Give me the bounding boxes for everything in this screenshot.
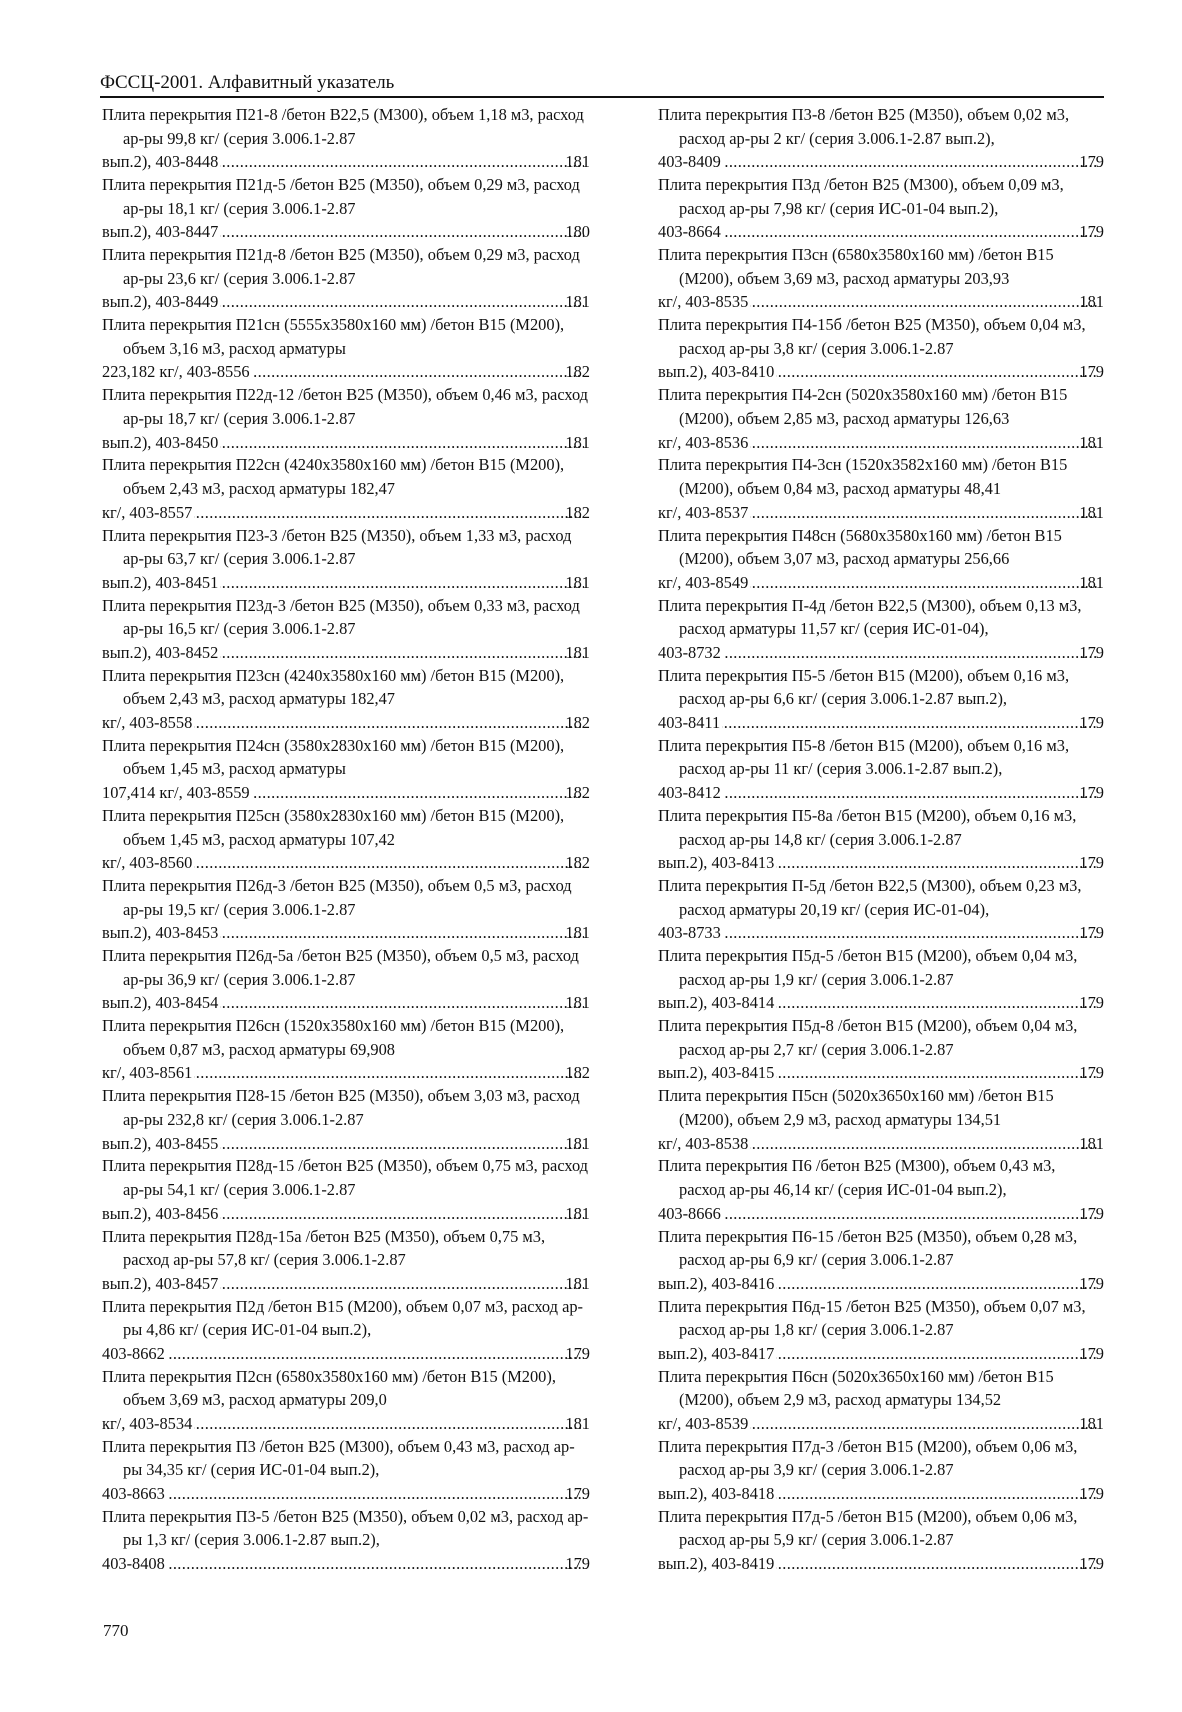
index-entry (658, 664, 1104, 735)
entry-text-line: м3, расход ар-ры 6,6 кг/ (серия 3.006.1-2.87 вып.2), (679, 665, 1070, 709)
entry-text-line: В15 (М200), объем 2,9 м3, расход арматуры 134,51 (679, 1086, 1054, 1129)
dot-leader (220, 991, 584, 1015)
entry-page-ref: 179 (1079, 1063, 1104, 1083)
entry-last-line (102, 360, 590, 384)
entry-text-line: Плита перекрытия П28д-15а /бетон В25 (М350), объем (102, 1226, 486, 1246)
entry-text-line: вып.2), 403-8448 (102, 152, 219, 172)
entry-last-line (102, 571, 590, 595)
index-column-left (102, 103, 590, 1575)
entry-text-line: Плита перекрытия П28-15 /бетон В25 (М350), объем (102, 1086, 470, 1106)
dot-leader (220, 1272, 584, 1296)
entry-last-line (102, 290, 590, 314)
dot-leader (750, 1412, 1098, 1436)
entry-text-line: Плита перекрытия П26д-3 /бетон В25 (М350), объем (102, 876, 471, 896)
page-number: 770 (103, 1621, 129, 1640)
entry-text-line: 0,5 м3, расход ар-ры 19,5 кг/ (серия 3.006.1-2.87 (123, 876, 572, 919)
entry-page-ref: 181 (565, 1413, 590, 1433)
entry-text-line: 0,07 м3, расход ар-ры 1,8 кг/ (серия 3.006.1-2.87 (679, 1296, 1086, 1340)
index-entry (658, 524, 1104, 595)
entry-text-line: В15 (М200), объем 3,07 м3, расход арматуры 256,66 (679, 525, 1062, 569)
index-entry (658, 1435, 1104, 1506)
dot-leader (220, 921, 584, 945)
entry-text-line: 0,33 м3, расход ар-ры 16,5 кг/ (серия 3.006.1-2.87 (123, 595, 580, 639)
entry-page-ref: 179 (1079, 642, 1104, 662)
entry-page-ref: 180 (565, 222, 590, 242)
entry-text-line: Плита перекрытия П2сн (6580x3580x160 мм) /бетон (102, 1366, 467, 1386)
entry-text-line: кг/, 403-8534 (102, 1413, 193, 1433)
index-entry (658, 383, 1104, 454)
entry-text-line: вып.2), 403-8455 (102, 1133, 219, 1153)
entry-last-line (658, 150, 1104, 174)
entry-text-line: Плита перекрытия П4-3сн (1520x3582x160 мм) /бетон (658, 455, 1036, 475)
entry-last-line (658, 711, 1104, 735)
dot-leader (750, 431, 1098, 455)
entry-page-ref: 181 (565, 292, 590, 312)
entry-text-line: Плита перекрытия П3-5 /бетон В25 (М350), объем 0,02 (102, 1506, 487, 1526)
dot-leader (776, 1061, 1098, 1085)
entry-text-line: 223,182 кг/, 403-8556 (102, 362, 250, 382)
index-entry (658, 1225, 1104, 1296)
entry-text-line: Плита перекрытия П2д /бетон В15 (М200), объем 0,07 (102, 1296, 481, 1316)
entry-page-ref: 179 (1079, 362, 1104, 382)
index-entry (102, 1295, 590, 1366)
entry-last-line (102, 220, 590, 244)
index-entry (102, 1154, 590, 1225)
index-entry (102, 173, 590, 244)
entry-text-line: вып.2), 403-8453 (102, 923, 219, 943)
entry-page-ref: 182 (565, 712, 590, 732)
index-entry (658, 313, 1104, 384)
entry-page-ref: 182 (565, 783, 590, 803)
index-entry (102, 383, 590, 454)
entry-page-ref: 181 (565, 642, 590, 662)
entry-page-ref: 182 (565, 502, 590, 522)
entry-text-line: Плита перекрытия П5сн (5020x3650x160 мм) /бетон (658, 1086, 1023, 1106)
entry-last-line (102, 921, 590, 945)
entry-page-ref: 181 (565, 572, 590, 592)
dot-leader (167, 1552, 585, 1576)
entry-text-line: вып.2), 403-8410 (658, 362, 775, 382)
index-entry (658, 804, 1104, 875)
entry-text-line: 0,23 м3, расход арматуры 20,19 кг/ (серия ИС-01-04), (679, 876, 1082, 919)
entry-page-ref: 181 (1079, 1133, 1104, 1153)
entry-text-line: вып.2), 403-8456 (102, 1203, 219, 1223)
entry-text-line: 0,04 м3, расход ар-ры 1,9 кг/ (серия 3.006.1-2.87 (679, 946, 1078, 989)
index-entry (102, 313, 590, 384)
entry-page-ref: 179 (1079, 853, 1104, 873)
index-entry (658, 944, 1104, 1015)
entry-last-line (658, 1202, 1104, 1226)
entry-text-line: Плита перекрытия П21д-8 /бетон В25 (М350), объем (102, 245, 471, 265)
entry-text-line: Плита перекрытия П-4д /бетон В22,5 (М300), объем (658, 595, 1022, 615)
entry-last-line (102, 1132, 590, 1156)
entry-text-line: 3,03 м3, расход ар-ры 232,8 кг/ (серия 3.006.1-2.87 (123, 1086, 580, 1129)
entry-text-line: В15 (М200), объем 2,85 м3, расход арматуры 126,63 (679, 385, 1068, 428)
entry-last-line (102, 1482, 590, 1506)
entry-text-line: Плита перекрытия П5д-8 /бетон В15 (М200), объем (658, 1016, 1018, 1036)
entry-text-line: вып.2), 403-8419 (658, 1554, 775, 1574)
entry-text-line: Плита перекрытия П-5д /бетон В22,5 (М300), объем (658, 876, 1022, 896)
entry-text-line: кг/, 403-8561 (102, 1063, 193, 1083)
entry-text-line: Плита перекрытия П22д-12 /бетон В25 (М350), объем (102, 385, 479, 405)
entry-page-ref: 179 (1079, 1203, 1104, 1223)
entry-last-line (102, 501, 590, 525)
index-entry (658, 1084, 1104, 1155)
entry-text-line: 403-8411 (658, 712, 721, 732)
entry-last-line (102, 851, 590, 875)
entry-text-line: кг/, 403-8549 (658, 572, 749, 592)
index-entry (102, 1014, 590, 1085)
index-entry (658, 1505, 1104, 1576)
entry-page-ref: 182 (565, 853, 590, 873)
entry-last-line (658, 1342, 1104, 1366)
index-entry (102, 944, 590, 1015)
entry-page-ref: 179 (1079, 712, 1104, 732)
dot-leader (776, 1482, 1098, 1506)
index-entry (102, 664, 590, 735)
entry-text-line: 0,29 м3, расход ар-ры 23,6 кг/ (серия 3.006.1-2.87 (123, 245, 580, 288)
entry-text-line: 0,16 м3, расход ар-ры 14,8 кг/ (серия 3.006.1-2.87 (679, 805, 1077, 849)
entry-last-line (658, 641, 1104, 665)
entry-text-line: Плита перекрытия П3сн (6580x3580x160 мм) /бетон (658, 245, 1023, 265)
entry-text-line: вып.2), 403-8413 (658, 853, 775, 873)
entry-text-line: В15 (М200), объем 1,45 м3, расход арматуры 107,42 (123, 805, 565, 849)
index-entry (658, 594, 1104, 665)
dot-leader (750, 501, 1098, 525)
entry-page-ref: 179 (565, 1483, 590, 1503)
dot-leader (750, 290, 1098, 314)
entry-text-line: вып.2), 403-8447 (102, 222, 219, 242)
entry-page-ref: 181 (565, 152, 590, 172)
entry-last-line (102, 1342, 590, 1366)
dot-leader (220, 290, 584, 314)
entry-text-line: Плита перекрытия П48сн (5680x3580x160 мм) /бетон (658, 525, 1031, 545)
dot-leader (220, 1202, 584, 1226)
entry-page-ref: 179 (1079, 783, 1104, 803)
entry-text-line: 0,75 м3, расход ар-ры 54,1 кг/ (серия 3.006.1-2.87 (123, 1156, 589, 1199)
entry-text-line: Плита перекрытия П5-8 /бетон В15 (М200), объем 0,16 (658, 735, 1043, 755)
dot-leader (776, 991, 1098, 1015)
entry-page-ref: 181 (1079, 572, 1104, 592)
entry-text-line: Плита перекрытия П6сн (5020x3650x160 мм) /бетон (658, 1366, 1023, 1386)
entry-text-line: Плита перекрытия П21-8 /бетон В22,5 (М300), объем (102, 105, 474, 124)
entry-last-line (658, 1132, 1104, 1156)
dot-leader (220, 431, 584, 455)
dot-leader (723, 641, 1099, 665)
entry-last-line (658, 220, 1104, 244)
entry-text-line: 0,06 м3, расход ар-ры 5,9 кг/ (серия 3.006.1-2.87 (679, 1506, 1078, 1550)
entry-text-line: 0,29 м3, расход ар-ры 18,1 кг/ (серия 3.006.1-2.87 (123, 175, 580, 218)
entry-text-line: 403-8412 (658, 783, 721, 803)
index-entry (658, 1014, 1104, 1085)
entry-page-ref: 179 (1079, 1483, 1104, 1503)
entry-text-line: кг/, 403-8539 (658, 1413, 749, 1433)
dot-leader (723, 921, 1099, 945)
entry-text-line: м3, расход ар-ры 11 кг/ (серия 3.006.1-2.87 вып.2), (679, 735, 1070, 779)
dot-leader (220, 1132, 584, 1156)
index-entry (102, 1365, 590, 1436)
entry-last-line (102, 1202, 590, 1226)
entry-text-line: 403-8408 (102, 1554, 165, 1574)
dot-leader (167, 1342, 585, 1366)
entry-page-ref: 179 (1079, 1273, 1104, 1293)
entry-page-ref: 181 (1079, 502, 1104, 522)
entry-text-line: В15 (М200), объем 3,69 м3, расход арматуры 209,0 (123, 1366, 556, 1410)
entry-text-line: Плита перекрытия П6-15 /бетон В25 (М350), объем (658, 1226, 1018, 1246)
entry-text-line: кг/, 403-8535 (658, 292, 749, 312)
dot-leader (194, 501, 584, 525)
entry-text-line: кг/, 403-8538 (658, 1133, 749, 1153)
entry-text-line: м3, расход ар-ры 1,3 кг/ (серия 3.006.1-2.87 вып.2), (123, 1506, 589, 1550)
dot-leader (252, 360, 585, 384)
entry-last-line (658, 1061, 1104, 1085)
entry-text-line: вып.2), 403-8449 (102, 292, 219, 312)
entry-page-ref: 179 (1079, 152, 1104, 172)
entry-last-line (102, 1272, 590, 1296)
entry-page-ref: 181 (1079, 1413, 1104, 1433)
entry-last-line (102, 1061, 590, 1085)
entry-last-line (658, 991, 1104, 1015)
index-entry (102, 243, 590, 314)
index-entry (658, 1154, 1104, 1225)
entry-last-line (658, 290, 1104, 314)
entry-text-line: кг/, 403-8557 (102, 502, 193, 522)
index-entry (102, 1435, 590, 1506)
entry-text-line: Плита перекрытия П22сн (4240x3580x160 мм) /бетон (102, 455, 475, 475)
entry-text-line: 0,5 м3, расход ар-ры 36,9 кг/ (серия 3.006.1-2.87 (123, 946, 579, 989)
entry-page-ref: 181 (1079, 432, 1104, 452)
entry-text-line: 0,75 м3, расход ар-ры 57,8 кг/ (серия 3.006.1-2.87 (123, 1226, 546, 1270)
entry-text-line: 107,414 кг/, 403-8559 (102, 783, 250, 803)
entry-text-line: Плита перекрытия П26д-5а /бетон В25 (М350), объем (102, 946, 478, 966)
dot-leader (750, 1132, 1098, 1156)
entry-text-line: м3, расход ар-ры 4,86 кг/ (серия ИС-01-04 вып.2), (123, 1296, 583, 1340)
entry-page-ref: 182 (565, 1063, 590, 1083)
entry-text-line: В15 (М200), объем 3,69 м3, расход арматуры 203,93 (679, 245, 1054, 288)
entry-last-line (658, 571, 1104, 595)
entry-text-line: Плита перекрытия П7д-3 /бетон В15 (М200), объем (658, 1436, 1018, 1456)
entry-text-line: кг/, 403-8536 (658, 432, 749, 452)
entry-text-line: Плита перекрытия П25сн (3580x2830x160 мм) /бетон (102, 805, 475, 825)
entry-text-line: Плита перекрытия П6 /бетон В25 (М300), объем 0,43 (658, 1156, 1029, 1176)
dot-leader (776, 851, 1098, 875)
entry-text-line: 0,28 м3, расход ар-ры 6,9 кг/ (серия 3.006.1-2.87 (679, 1226, 1078, 1270)
dot-leader (194, 1412, 584, 1436)
dot-leader (252, 781, 585, 805)
entry-text-line: Плита перекрытия П3-8 /бетон В25 (М350), объем 0,02 (658, 105, 1043, 124)
index-entry (658, 173, 1104, 244)
index-entry (102, 524, 590, 595)
entry-last-line (658, 1272, 1104, 1296)
index-entry (102, 1084, 590, 1155)
entry-text-line: кг/, 403-8537 (658, 502, 749, 522)
entry-text-line: 403-8666 (658, 1203, 721, 1223)
entry-page-ref: 181 (565, 432, 590, 452)
entry-text-line: В15 (М200), объем 3,16 м3, расход арматуры (123, 315, 565, 358)
index-entry (658, 1295, 1104, 1366)
dot-leader (723, 220, 1099, 244)
entry-text-line: м3, расход ар-ры 2 кг/ (серия 3.006.1-2.87 вып.2), (679, 105, 1070, 148)
index-entry (658, 1365, 1104, 1436)
entry-last-line (102, 431, 590, 455)
entry-text-line: 1,18 м3, расход ар-ры 99,8 кг/ (серия 3.006.1-2.87 (123, 105, 584, 148)
dot-leader (776, 1272, 1098, 1296)
running-header (100, 71, 1104, 98)
index-entry (658, 243, 1104, 314)
dot-leader (194, 711, 584, 735)
running-header-title: ФССЦ-2001. Алфавитный указатель (100, 72, 395, 93)
entry-text-line: Плита перекрытия П4-15б /бетон В25 (М350), объем (658, 315, 1027, 335)
entry-last-line (102, 991, 590, 1015)
entry-text-line: 0,04 м3, расход ар-ры 2,7 кг/ (серия 3.006.1-2.87 (679, 1016, 1078, 1059)
dot-leader (194, 1061, 584, 1085)
entry-text-line: вып.2), 403-8452 (102, 642, 219, 662)
entry-text-line: 403-8663 (102, 1483, 165, 1503)
dot-leader (723, 1202, 1099, 1226)
entry-text-line: Плита перекрытия П23сн (4240x3580x160 мм) /бетон (102, 665, 475, 685)
entry-text-line: Плита перекрытия П5д-5 /бетон В15 (М200), объем (658, 946, 1018, 966)
dot-leader (220, 571, 584, 595)
entry-text-line: Плита перекрытия П4-2сн (5020x3580x160 мм) /бетон (658, 385, 1036, 405)
entry-text-line: 403-8664 (658, 222, 721, 242)
entry-page-ref: 181 (1079, 292, 1104, 312)
entry-text-line: 403-8733 (658, 923, 721, 943)
entry-text-line: В15 (М200), объем 2,43 м3, расход арматуры 182,47 (123, 665, 565, 709)
entry-last-line (102, 1412, 590, 1436)
entry-last-line (658, 781, 1104, 805)
entry-last-line (102, 150, 590, 174)
entry-text-line: кг/, 403-8560 (102, 853, 193, 873)
entry-text-line: вып.2), 403-8416 (658, 1273, 775, 1293)
entry-text-line: вып.2), 403-8417 (658, 1343, 775, 1363)
entry-text-line: 403-8662 (102, 1343, 165, 1363)
entry-last-line (658, 360, 1104, 384)
entry-page-ref: 179 (1079, 1554, 1104, 1574)
entry-page-ref: 179 (1079, 923, 1104, 943)
dot-leader (750, 571, 1098, 595)
index-entry (102, 874, 590, 945)
index-entry (658, 874, 1104, 945)
entry-text-line: Плита перекрытия П6д-15 /бетон В25 (М350), объем (658, 1296, 1027, 1316)
entry-text-line: 0,04 м3, расход ар-ры 3,8 кг/ (серия 3.006.1-2.87 (679, 315, 1086, 358)
index-entry (658, 734, 1104, 805)
dot-leader (722, 711, 1098, 735)
entry-text-line: В15 (М200), объем 0,84 м3, расход арматуры 48,41 (679, 455, 1068, 499)
entry-text-line: Плита перекрытия П5-8а /бетон В15 (М200), объем (658, 805, 1017, 825)
index-entry (102, 594, 590, 665)
entry-text-line: вып.2), 403-8457 (102, 1273, 219, 1293)
entry-page-ref: 181 (565, 923, 590, 943)
dot-leader (776, 1552, 1098, 1576)
index-column-right (658, 103, 1104, 1575)
entry-text-line: В15 (М200), объем 1,45 м3, расход арматуры (123, 735, 565, 779)
entry-text-line: 0,46 м3, расход ар-ры 18,7 кг/ (серия 3.006.1-2.87 (123, 385, 589, 428)
index-entry (102, 1225, 590, 1296)
entry-text-line: В15 (М200), объем 2,9 м3, расход арматуры 134,52 (679, 1366, 1054, 1410)
entry-text-line: 403-8732 (658, 642, 721, 662)
index-entry (658, 453, 1104, 524)
index-entry (102, 804, 590, 875)
entry-page-ref: 181 (565, 1203, 590, 1223)
entry-last-line (102, 781, 590, 805)
entry-page-ref: 179 (1079, 1343, 1104, 1363)
entry-text-line: Плита перекрытия П7д-5 /бетон В15 (М200), объем (658, 1506, 1018, 1526)
entry-page-ref: 179 (565, 1343, 590, 1363)
entry-last-line (102, 711, 590, 735)
index-entry (658, 103, 1104, 174)
index-entry (102, 103, 590, 174)
index-entry (102, 453, 590, 524)
entry-text-line: Плита перекрытия П3 /бетон В25 (М300), объем 0,43 (102, 1436, 473, 1456)
entry-text-line: 0,13 м3, расход арматуры 11,57 кг/ (серия ИС-01-04), (679, 595, 1082, 639)
entry-text-line: вып.2), 403-8415 (658, 1063, 775, 1083)
dot-leader (220, 641, 584, 665)
entry-text-line: м3, расход ар-ры 46,14 кг/ (серия ИС-01-04 вып.2), (679, 1156, 1056, 1199)
dot-leader (723, 150, 1099, 174)
entry-text-line: вып.2), 403-8418 (658, 1483, 775, 1503)
entry-last-line (658, 501, 1104, 525)
index-entry (102, 734, 590, 805)
dot-leader (776, 360, 1098, 384)
entry-text-line: Плита перекрытия П5-5 /бетон В15 (М200), объем 0,16 (658, 665, 1043, 685)
entry-last-line (102, 1552, 590, 1576)
index-entry (102, 1505, 590, 1576)
entry-last-line (658, 921, 1104, 945)
entry-text-line: вып.2), 403-8451 (102, 572, 219, 592)
entry-last-line (658, 851, 1104, 875)
dot-leader (167, 1482, 585, 1506)
entry-last-line (658, 1552, 1104, 1576)
entry-text-line: В15 (М200), объем 0,87 м3, расход арматуры 69,908 (123, 1016, 565, 1059)
entry-text-line: В15 (М200), объем 2,43 м3, расход арматуры 182,47 (123, 455, 565, 499)
entry-page-ref: 181 (565, 993, 590, 1013)
entry-last-line (658, 1412, 1104, 1436)
dot-leader (776, 1342, 1098, 1366)
entry-text-line: Плита перекрытия П3д /бетон В25 (М300), объем 0,09 (658, 175, 1037, 195)
entry-text-line: м3, расход ар-ры 7,98 кг/ (серия ИС-01-04 вып.2), (679, 175, 1064, 218)
dot-leader (220, 220, 584, 244)
entry-text-line: Плита перекрытия П28д-15 /бетон В25 (М350), объем (102, 1156, 479, 1176)
entry-text-line: 0,06 м3, расход ар-ры 3,9 кг/ (серия 3.006.1-2.87 (679, 1436, 1078, 1480)
entry-page-ref: 179 (1079, 993, 1104, 1013)
entry-text-line: Плита перекрытия П23-3 /бетон В25 (М350), объем (102, 525, 462, 545)
entry-text-line: вып.2), 403-8454 (102, 993, 219, 1013)
entry-page-ref: 181 (565, 1273, 590, 1293)
entry-text-line: Плита перекрытия П24сн (3580x2830x160 мм) /бетон (102, 735, 475, 755)
dot-leader (194, 851, 584, 875)
entry-page-ref: 179 (1079, 222, 1104, 242)
entry-text-line: вып.2), 403-8450 (102, 432, 219, 452)
entry-text-line: Плита перекрытия П21д-5 /бетон В25 (М350), объем (102, 175, 471, 195)
dot-leader (220, 150, 584, 174)
entry-last-line (102, 641, 590, 665)
entry-last-line (658, 1482, 1104, 1506)
entry-page-ref: 179 (565, 1554, 590, 1574)
entry-text-line: Плита перекрытия П26сн (1520x3580x160 мм) /бетон (102, 1016, 475, 1036)
dot-leader (723, 781, 1099, 805)
entry-text-line: Плита перекрытия П21сн (5555x3580x160 мм) /бетон (102, 315, 475, 335)
entry-page-ref: 182 (565, 362, 590, 382)
entry-text-line: 1,33 м3, расход ар-ры 63,7 кг/ (серия 3.006.1-2.87 (123, 525, 572, 569)
entry-last-line (658, 431, 1104, 455)
entry-text-line: Плита перекрытия П23д-3 /бетон В25 (М350), объем (102, 595, 471, 615)
entry-text-line: вып.2), 403-8414 (658, 993, 775, 1013)
entry-text-line: м3, расход ар-ры 34,35 кг/ (серия ИС-01-04 вып.2), (123, 1436, 575, 1480)
entry-text-line: кг/, 403-8558 (102, 712, 193, 732)
entry-page-ref: 181 (565, 1133, 590, 1153)
entry-text-line: 403-8409 (658, 152, 721, 172)
